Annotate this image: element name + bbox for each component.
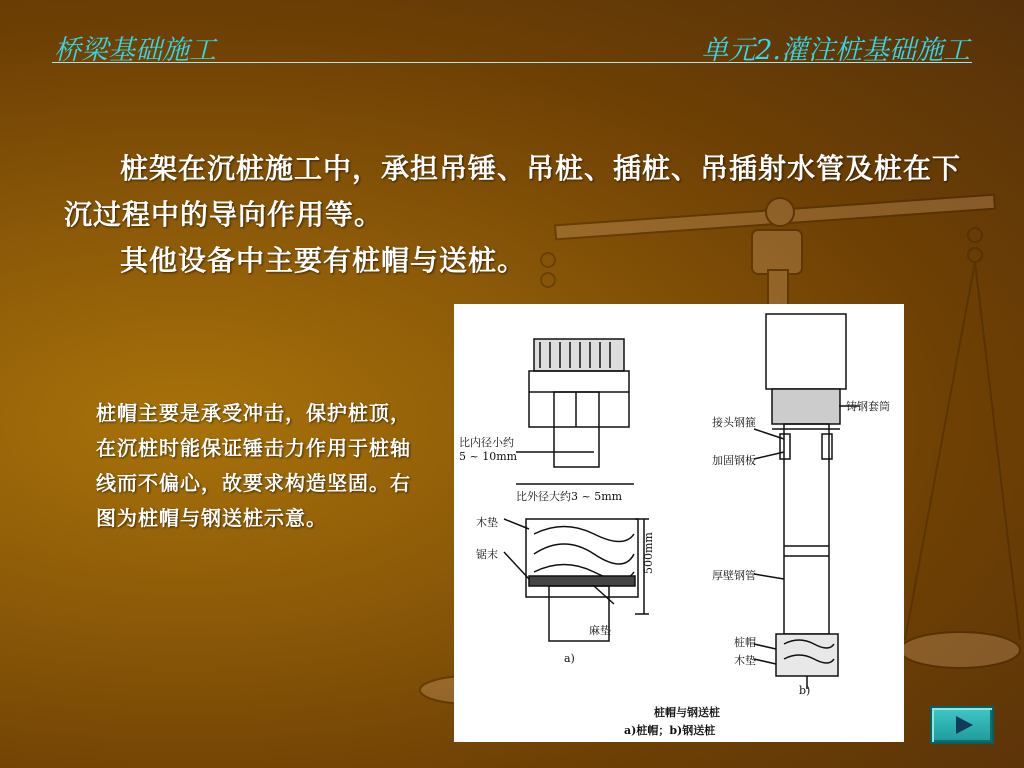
label-joint-hoop: 接头钢箍: [712, 416, 756, 429]
label-inner-diameter: 比内径小约: [459, 436, 514, 449]
pile-cap-diagram: [454, 304, 904, 742]
slide-header: [52, 22, 972, 66]
label-cast-sleeve: 铸钢套筒: [846, 400, 890, 413]
course-title: 桥梁基础施工: [54, 35, 216, 66]
label-thick-pipe: 厚壁钢管: [712, 569, 756, 582]
label-wood-pad-b: 木垫: [734, 654, 756, 667]
label-outer-diameter: 比外径大约3 ~ 5mm: [516, 490, 623, 503]
label-reinforce-plate: 加固钢板: [712, 454, 756, 467]
play-next-icon: [956, 716, 973, 734]
label-hemp-pad: 麻垫: [589, 624, 611, 637]
label-sub-a: a): [564, 652, 575, 665]
pile-cap-figure: [454, 304, 904, 742]
label-sawdust: 锯末: [476, 548, 498, 561]
figure-caption-sub: a)桩帽；b)钢送桩: [624, 724, 716, 737]
next-slide-button[interactable]: [930, 706, 994, 744]
pile-cap-description: 桩帽主要是承受冲击，保护桩顶，在沉桩时能保证锤击力作用于桩轴线而不偏心，故要求构造坚固。右图为桩帽与钢送桩示意。: [96, 401, 411, 530]
label-height: 500mm: [642, 532, 655, 574]
label-wood-pad: 木垫: [476, 516, 498, 529]
label-sub-b: b): [799, 684, 811, 697]
paragraph-other-equipment: 其他设备中主要有桩帽与送桩。: [120, 244, 527, 277]
label-inner-range: 5 ~ 10mm: [459, 450, 518, 463]
figure-caption-title: 桩帽与钢送桩: [654, 706, 720, 719]
label-pile-cap: 桩帽: [734, 636, 756, 649]
paragraph-pile-frame: [64, 146, 984, 238]
unit-title: 单元2.灌注桩基础施工: [701, 35, 970, 66]
paragraph-pile-frame-text: 桩架在沉桩施工中，承担吊锤、吊桩、插桩、吊插射水管及桩在下沉过程中的导向作用等。: [64, 152, 962, 231]
